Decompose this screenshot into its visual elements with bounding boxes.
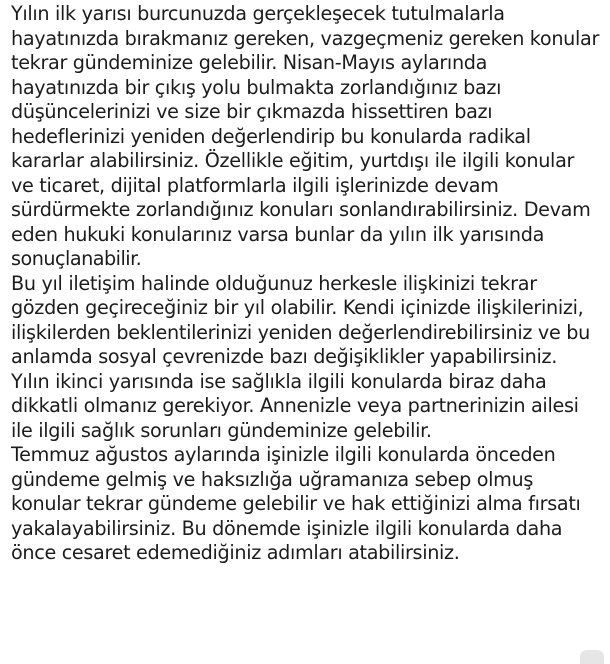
document-body: [11, 2, 607, 566]
text-line: Temmuz ağustos aylarında işinizle ilgili konularda önceden: [11, 443, 556, 466]
text-line: Bu yıl iletişim halinde olduğunuz herkesle ilişkinizi tekrar: [11, 271, 537, 295]
text-line: konular tekrar gündeme gelebilir ve hak ettiğinizi alma fırsatı: [11, 492, 581, 515]
text-line: hayatınızda bırakmanız gereken, vazgeçmeniz gereken konular: [11, 26, 600, 50]
paragraph-health: [11, 370, 607, 444]
text-line: yakalayabilirsiniz. Bu dönemde işinizle ilgili konularda daha: [11, 516, 563, 540]
paragraph-relationships: [11, 272, 607, 370]
text-line: gündeme gelmiş ve haksızlığa uğramanıza sebep olmuş: [11, 467, 533, 491]
text-line: dikkatli olmanız gerekiyor. Annenizle veya partnerinizin ailesi: [11, 394, 579, 417]
text-line: düşüncelerinizi ve size bir çıkmazda hissettiren bazı: [11, 100, 493, 123]
text-line: Yılın ilk yarısı burcunuzda gerçekleşecek tutulmalarla: [11, 2, 505, 25]
text-line: hedeflerinizi yeniden değerlendirip bu konularda radikal: [11, 124, 531, 148]
paragraph-first-half-year: [11, 2, 607, 272]
text-line: eden hukuki konularınız varsa bunlar da yılın ilk yarısında: [11, 222, 545, 246]
text-line: anlamda sosyal çevrenizde bazı değişiklikler yapabilirsiniz.: [11, 345, 558, 368]
text-line: tekrar gündeminize gelebilir. Nisan-Mayıs aylarında: [11, 51, 488, 74]
text-line: sürdürmekte zorlandığınız konuları sonlandırabilirsiniz. Devam: [11, 198, 591, 221]
partial-icon: [580, 650, 604, 664]
text-line: sonuçlanabilir.: [11, 247, 142, 270]
text-line: hayatınızda bir çıkış yolu bulmakta zorlandığınız bazı: [11, 75, 502, 99]
text-line: ve ticaret, dijital platformlarla ilgili işlerinizde devam: [11, 173, 499, 197]
paragraph-work: [11, 443, 607, 566]
text-line: ile ilgili sağlık sorunları gündeminize gelebilir.: [11, 418, 432, 442]
text-line: ilişkilerden beklentilerinizi yeniden değerlendirebilirsiniz ve bu: [11, 320, 590, 344]
text-line: önce cesaret edemediğiniz adımları atabilirsiniz.: [11, 541, 460, 564]
text-line: gözden geçireceğiniz bir yıl olabilir. Kendi içinizde ilişkilerinizi,: [11, 296, 584, 319]
text-line: kararlar alabilirsiniz. Özellikle eğitim, yurtdışı ile ilgili konular: [11, 149, 575, 172]
text-line: Yılın ikinci yarısında ise sağlıkla ilgili konularda biraz daha: [11, 369, 547, 393]
